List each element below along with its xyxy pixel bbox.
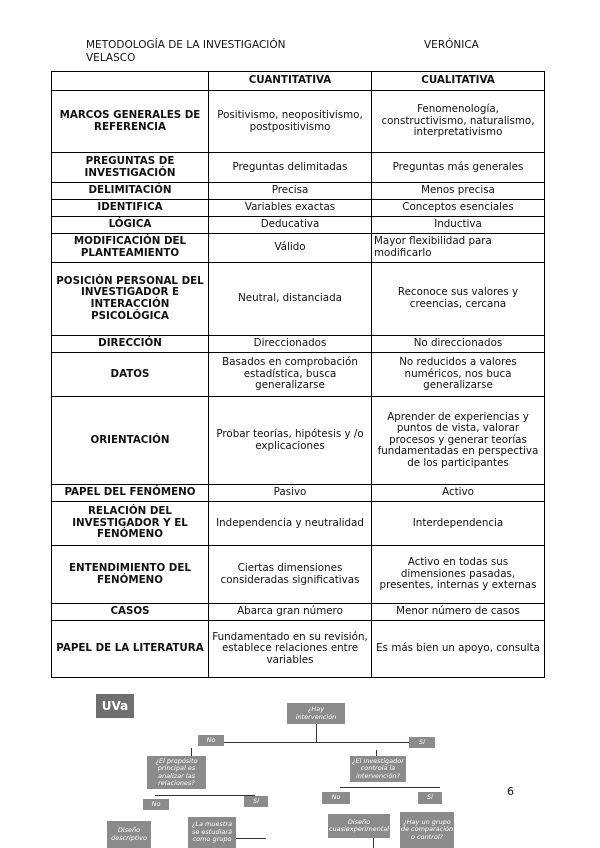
row-label: LÓGICA <box>52 217 209 234</box>
flow-node-si: Sí <box>244 796 268 807</box>
connector-line <box>373 838 374 848</box>
flow-node-no: No <box>198 735 224 746</box>
cell-cuantitativa: Positivismo, neopositivismo, postpositivismo <box>209 91 372 153</box>
cell-cualitativa: Inductiva <box>372 217 545 234</box>
flow-node-no: No <box>322 792 350 804</box>
cell-cuantitativa: Abarca gran número <box>209 604 372 621</box>
table-header-cuantitativa: CUANTITATIVA <box>209 72 372 91</box>
document-header-author: VERÓNICA <box>424 39 479 51</box>
cell-cuantitativa: Direccionados <box>209 336 372 353</box>
table-row <box>52 485 545 502</box>
flow-node-muestra: ¿La muestra se estudiará como grupo <box>188 817 236 848</box>
flow-node-descriptivo: Diseño descriptivo <box>107 821 151 848</box>
cell-cuantitativa: Válido <box>209 234 372 263</box>
table-row <box>52 263 545 336</box>
table-row <box>52 604 545 621</box>
cell-cualitativa: Conceptos esenciales <box>372 200 545 217</box>
row-label: POSICIÓN PERSONAL DEL INVESTIGADOR E INTERACCIÓN PSICOLÓGICA <box>52 263 209 336</box>
cell-cualitativa: Preguntas más generales <box>372 153 545 183</box>
table-row <box>52 234 545 263</box>
table-row <box>52 217 545 234</box>
table-header-cualitativa: CUALITATIVA <box>372 72 545 91</box>
uva-logo: UVa <box>96 694 134 718</box>
comparison-table <box>51 71 545 678</box>
flow-node-proposito: ¿El propósito principal es analizar las relaciones? <box>147 756 206 789</box>
table-header-empty <box>52 72 209 91</box>
cell-cuantitativa: Ciertas dimensiones consideradas significativas <box>209 546 372 604</box>
row-label: ORIENTACIÓN <box>52 397 209 485</box>
row-label: IDENTIFICA <box>52 200 209 217</box>
table-row <box>52 502 545 546</box>
document-header-left: METODOLOGÍA DE LA INVESTIGACIÓN VELASCO <box>86 39 286 64</box>
row-label: DATOS <box>52 353 209 397</box>
flow-node-intervencion: ¿Hay intervención <box>287 703 345 724</box>
page-number: 6 <box>507 785 514 798</box>
row-label: DELIMITACIÓN <box>52 183 209 200</box>
cell-cualitativa: No direccionados <box>372 336 545 353</box>
cell-cuantitativa: Variables exactas <box>209 200 372 217</box>
table-row <box>52 183 545 200</box>
cell-cualitativa: Menos precisa <box>372 183 545 200</box>
table-row <box>52 336 545 353</box>
row-label: MARCOS GENERALES DE REFERENCIA <box>52 91 209 153</box>
cell-cualitativa: Fenomenología, constructivismo, naturalismo, interpretativismo <box>372 91 545 153</box>
connector-line <box>191 748 192 756</box>
connector-line <box>210 742 424 743</box>
row-label: CASOS <box>52 604 209 621</box>
cell-cuantitativa: Independencia y neutralidad <box>209 502 372 546</box>
cell-cualitativa: Activo en todas sus dimensiones pasadas, presentes, internas y externas <box>372 546 545 604</box>
cell-cualitativa: Menor número de casos <box>372 604 545 621</box>
cell-cualitativa: Reconoce sus valores y creencias, cercana <box>372 263 545 336</box>
row-label: PAPEL DE LA LITERATURA <box>52 621 209 678</box>
table-row <box>52 397 545 485</box>
row-label: MODIFICACIÓN DEL PLANTEAMIENTO <box>52 234 209 263</box>
connector-line <box>340 787 440 788</box>
flow-node-cuasiexperimental: Diseño cuasiexperimental <box>328 814 390 838</box>
cell-cuantitativa: Precisa <box>209 183 372 200</box>
flow-node-controla: ¿El investigador controla la intervención? <box>350 756 406 782</box>
cell-cualitativa: Es más bien un apoyo, consulta <box>372 621 545 678</box>
cell-cuantitativa: Neutral, distanciada <box>209 263 372 336</box>
cell-cuantitativa: Deducativa <box>209 217 372 234</box>
row-label: PAPEL DEL FENÓMENO <box>52 485 209 502</box>
flow-node-si: Sí <box>409 737 435 748</box>
cell-cuantitativa: Preguntas delimitadas <box>209 153 372 183</box>
cell-cualitativa: Aprender de experiencias y puntos de vista, valorar procesos y generar teorías fundamentadas en perspectiva de los participantes <box>372 397 545 485</box>
row-label: ENTENDIMIENTO DEL FENÓMENO <box>52 546 209 604</box>
cell-cualitativa: No reducidos a valores numéricos, nos buca generalizarse <box>372 353 545 397</box>
flow-node-grupo-control: ¿Hay un grupo de comparación o control? <box>400 812 454 848</box>
table-row <box>52 91 545 153</box>
cell-cuantitativa: Probar teorías, hipótesis y /o explicaciones <box>209 397 372 485</box>
cell-cuantitativa: Fundamentado en su revisión, establece relaciones entre variables <box>209 621 372 678</box>
table-row <box>52 621 545 678</box>
cell-cualitativa: Mayor flexibilidad para modificarlo <box>372 234 545 263</box>
connector-line <box>236 838 266 839</box>
row-label: DIRECCIÓN <box>52 336 209 353</box>
table-row <box>52 353 545 397</box>
cell-cualitativa: Activo <box>372 485 545 502</box>
table-row <box>52 546 545 604</box>
cell-cualitativa: Interdependencia <box>372 502 545 546</box>
row-label: RELACIÓN DEL INVESTIGADOR Y EL FENÓMENO <box>52 502 209 546</box>
cell-cuantitativa: Pasivo <box>209 485 372 502</box>
table-row <box>52 200 545 217</box>
table-row <box>52 153 545 183</box>
connector-line <box>316 724 317 742</box>
connector-line <box>155 795 255 796</box>
row-label: PREGUNTAS DE INVESTIGACIÓN <box>52 153 209 183</box>
flow-node-no: No <box>143 799 169 810</box>
flow-node-si: Sí <box>418 792 442 804</box>
cell-cuantitativa: Basados en comprobación estadística, busca generalizarse <box>209 353 372 397</box>
